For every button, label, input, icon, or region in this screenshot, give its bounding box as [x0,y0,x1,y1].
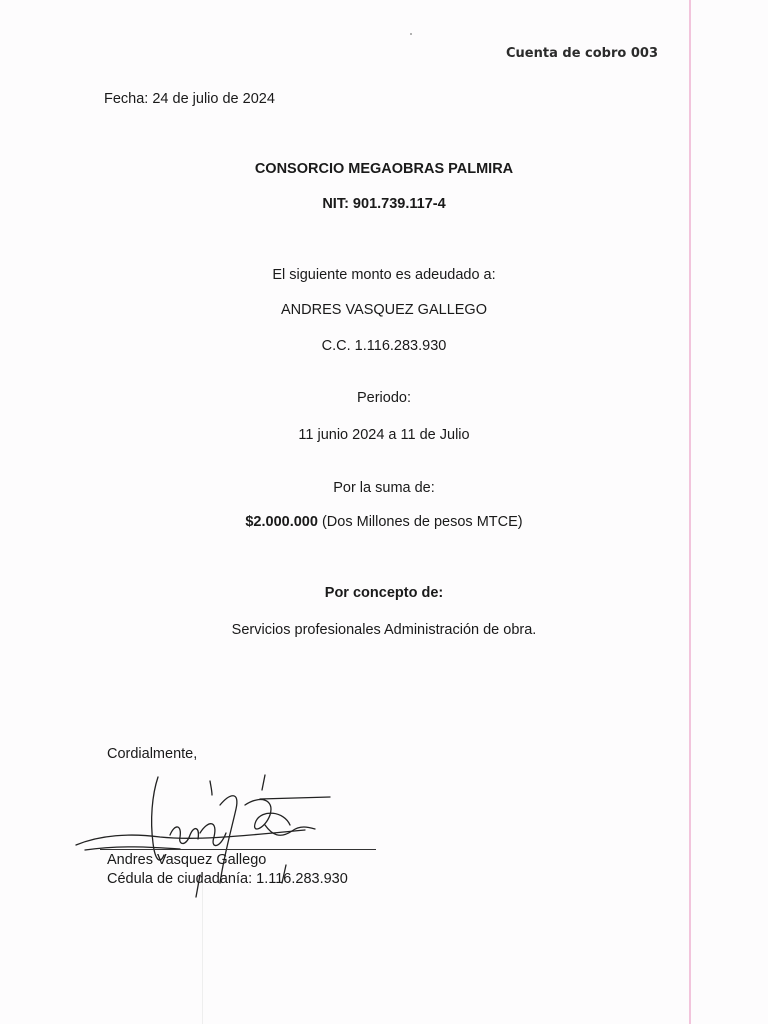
period-label-text: Periodo: [356,390,411,406]
period-label [0,390,768,406]
debt-intro-text: El siguiente monto es adeudado a: [272,267,496,283]
concept-value [0,622,768,638]
company-name [0,161,768,177]
amount-line [0,514,768,530]
payee-name [0,302,768,318]
period-value [0,427,768,443]
signature-line [100,849,376,850]
signer-name: Andres Vasquez Gallego [107,852,267,868]
amount-value: $2.000.000 [245,514,318,530]
concept-label-text: Por concepto de: [324,585,444,601]
page-edge-line [689,0,691,1024]
handwritten-signature [60,765,360,915]
debt-intro [0,267,768,283]
concept-value-text: Servicios profesionales Administración de obra. [231,622,537,638]
signer-id: Cédula de ciudadanía: 1.116.283.930 [107,871,348,887]
concept-label [0,585,768,601]
payee-id-text: C.C. 1.116.283.930 [321,338,447,354]
amount-label [0,480,768,496]
document-date: Fecha: 24 de julio de 2024 [104,91,275,107]
scan-speck [410,33,412,35]
amount-label-text: Por la suma de: [333,480,435,496]
company-name-text: CONSORCIO MEGAOBRAS PALMIRA [254,161,514,177]
amount-words: (Dos Millones de pesos MTCE) [321,514,523,530]
document-number: Cuenta de cobro 003 [506,46,658,61]
payee-name-text: ANDRES VASQUEZ GALLEGO [280,302,487,318]
company-nit [0,196,768,212]
payee-id [0,338,768,354]
period-value-text: 11 junio 2024 a 11 de Julio [298,427,470,443]
company-nit-text: NIT: 901.739.117-4 [322,196,446,212]
closing-salutation: Cordialmente, [107,746,198,762]
